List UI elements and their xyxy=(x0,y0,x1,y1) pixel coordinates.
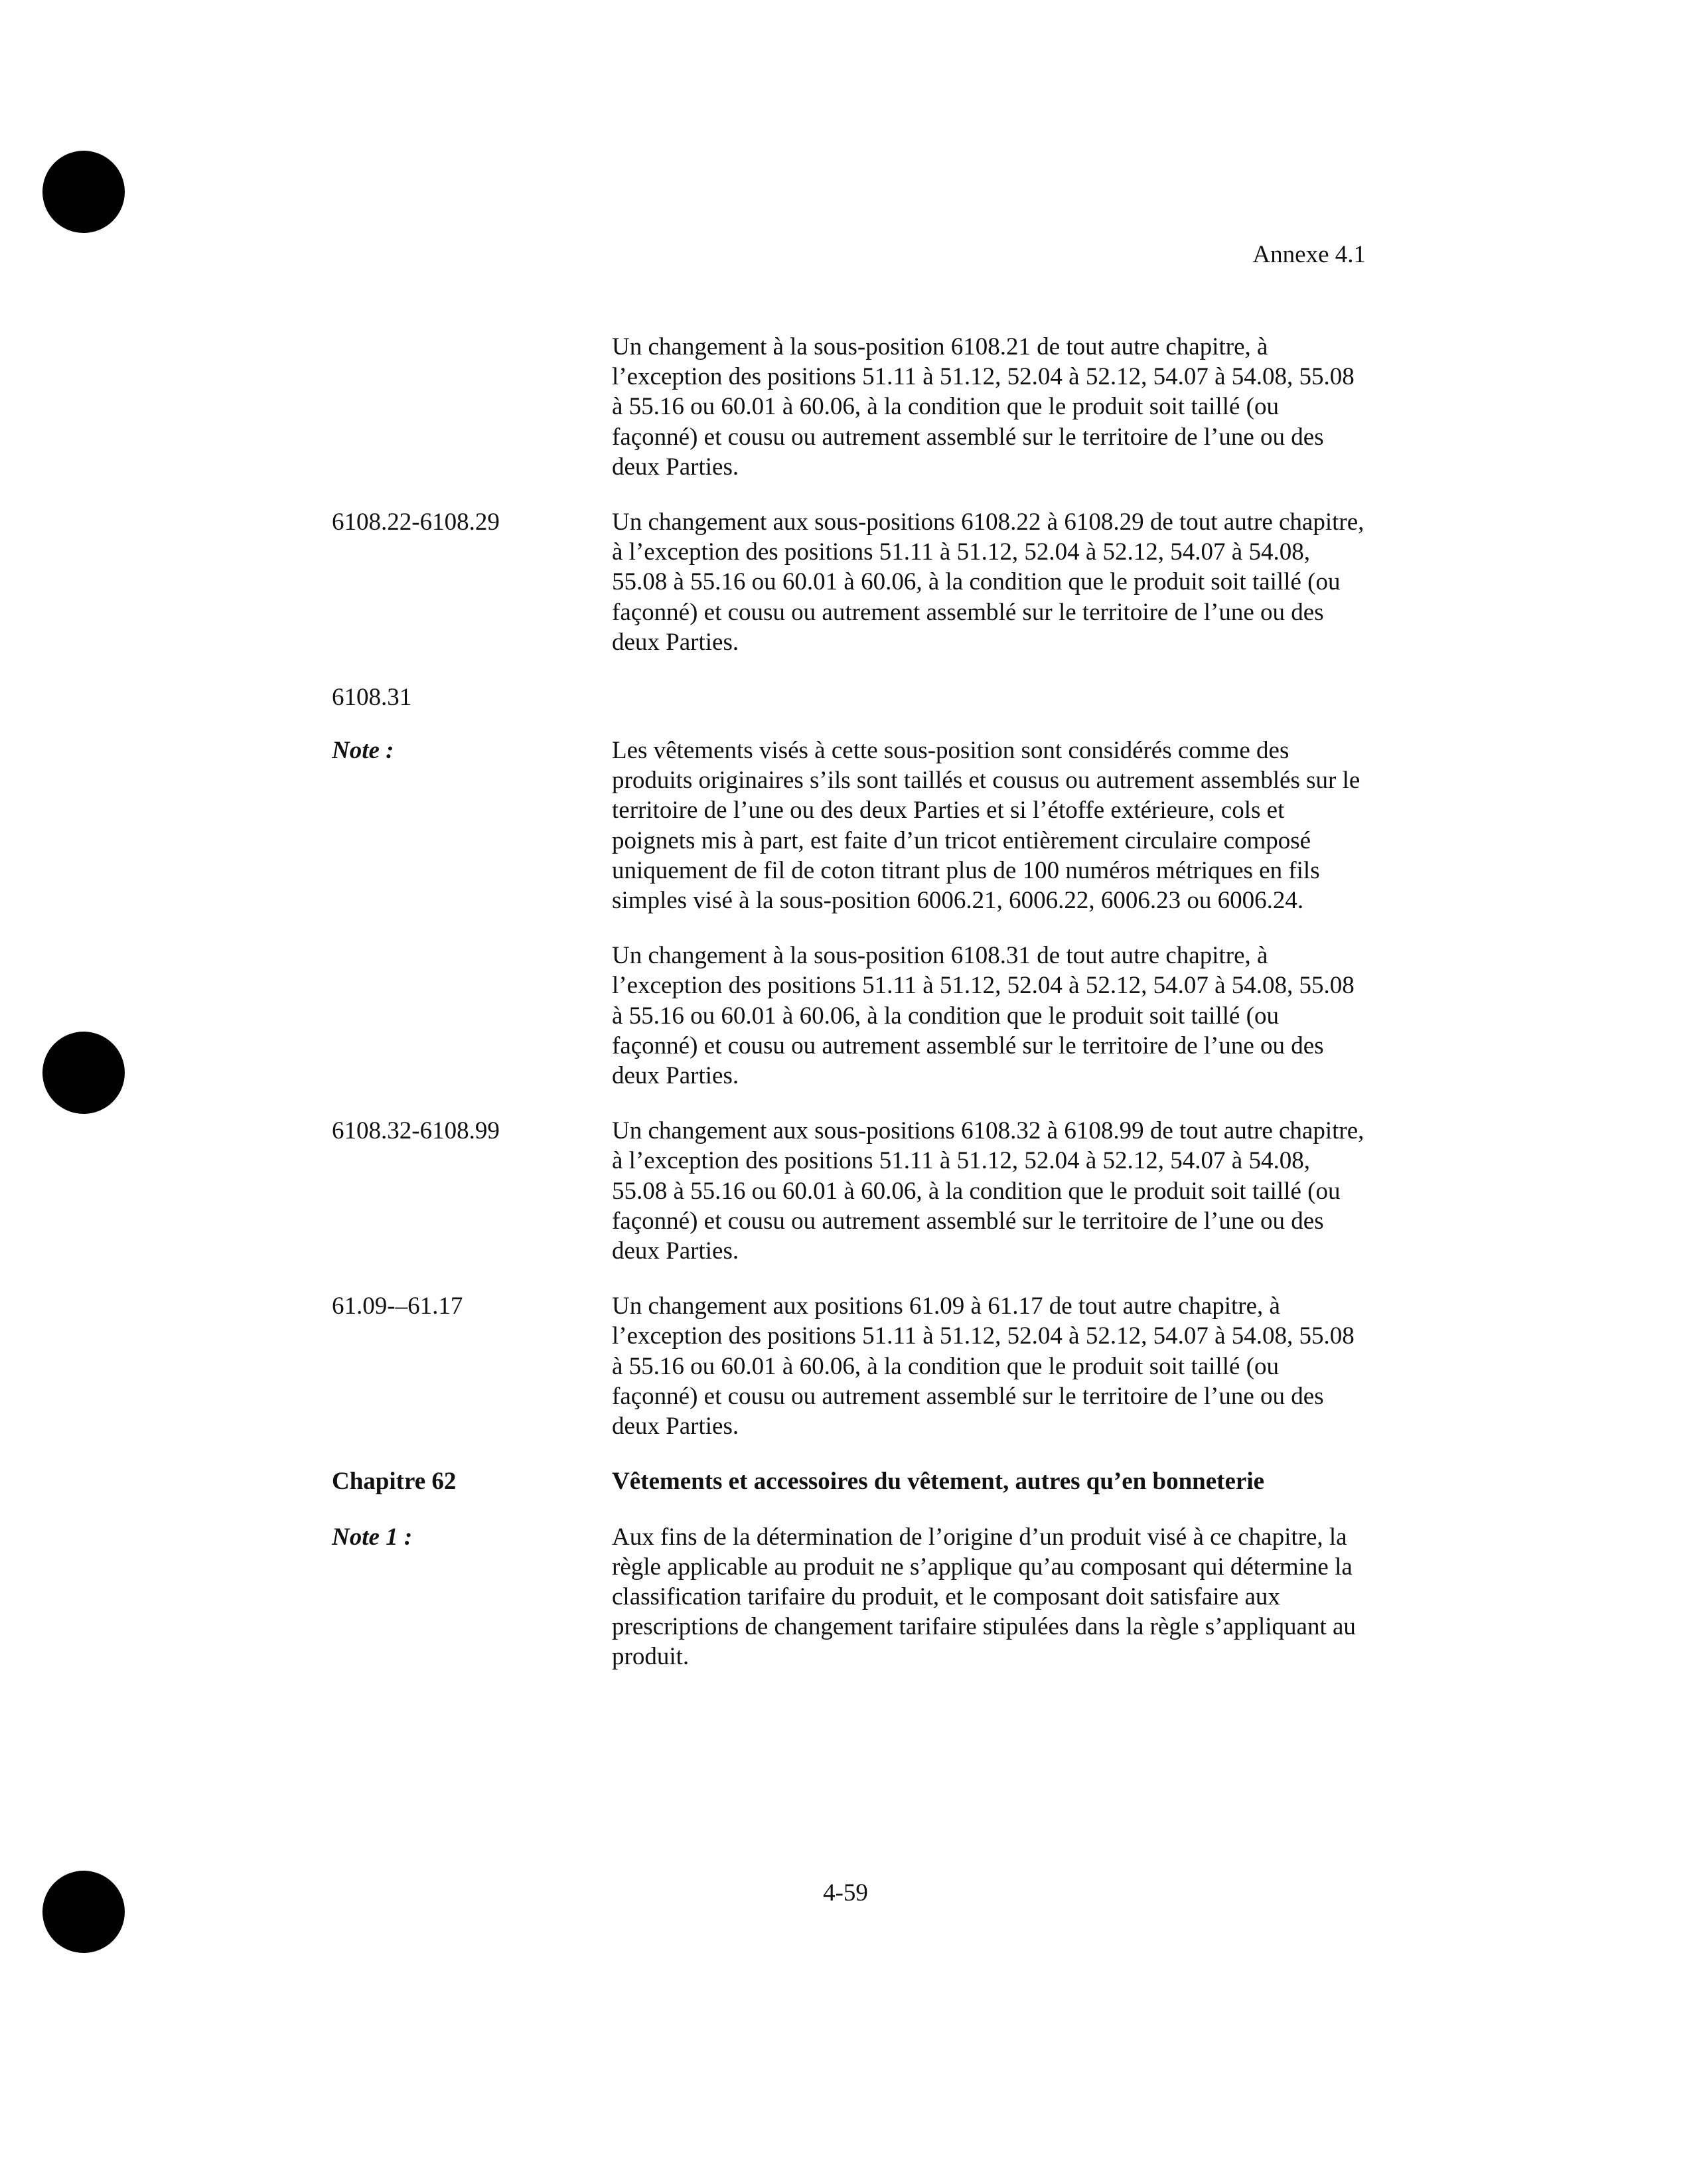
note-entry xyxy=(332,736,1367,915)
tariff-code: 61.09-–61.17 xyxy=(332,1292,463,1320)
page-number: 4-59 xyxy=(823,1879,868,1907)
rule-entry-6108-22-29 xyxy=(332,507,1367,657)
rules-of-origin-list xyxy=(332,332,1367,1697)
note-text: Les vêtements visés à cette sous-position sont considérés comme des produits originaires s’ils sont taillés et cousus ou autrement assemblés sur le territoire de l’une ou des deux Parties et si l’étoffe extérieure, cols et poignets mis à part, est faite d’un tricot entièrement circulaire composé uniquement de fil de coton titrant plus de 100 numéros métriques en fils simples visé à la sous-position 6006.21, 6006.22, 6006.23 ou 6006.24. xyxy=(612,737,1360,915)
rule-text: Un changement aux positions 61.09 à 61.17 de tout autre chapitre, à l’exception des positions 51.11 à 51.12, 52.04 à 52.12, 54.07 à 54.08, 55.08 à 55.16 ou 60.01 à 60.06, à la condition que le produit soit taillé (ou façonné) et cousu ou autrement assemblé sur le territoire de l’une ou des deux Parties. xyxy=(612,1292,1355,1441)
chapter-title: Vêtements et accessoires du vêtement, autres qu’en bonneterie xyxy=(612,1468,1265,1496)
rule-text: Un changement à la sous-position 6108.21 de tout autre chapitre, à l’exception des positions 51.11 à 51.12, 52.04 à 52.12, 54.07 à 54.08, 55.08 à 55.16 ou 60.01 à 60.06, à la condition que le produit soit taillé (ou façonné) et cousu ou autrement assemblé sur le territoire de l’une ou des deux Parties. xyxy=(612,333,1355,481)
rule-entry-6108-32-99 xyxy=(332,1116,1367,1266)
rule-entry-6108-31-heading xyxy=(332,682,1367,712)
tariff-code: 6108.32-6108.99 xyxy=(332,1117,500,1145)
rule-entry-61-09-61-17 xyxy=(332,1291,1367,1441)
chapter-62-heading xyxy=(332,1466,1367,1496)
tariff-code: 6108.31 xyxy=(332,684,412,712)
note-1-entry xyxy=(332,1522,1367,1672)
note-label: Note : xyxy=(332,737,394,765)
rule-text: Un changement à la sous-position 6108.31 de tout autre chapitre, à l’exception des positions 51.11 à 51.12, 52.04 à 52.12, 54.07 à 54.08, 55.08 à 55.16 ou 60.01 à 60.06, à la condition que le produit soit taillé (ou façonné) et cousu ou autrement assemblé sur le territoire de l’une ou des deux Parties. xyxy=(612,942,1355,1090)
chapter-label: Chapitre 62 xyxy=(332,1468,457,1496)
rule-entry-6108-21 xyxy=(332,332,1367,482)
rule-text: Un changement aux sous-positions 6108.22 à 6108.29 de tout autre chapitre, à l’exception des positions 51.11 à 51.12, 52.04 à 52.12, 54.07 à 54.08, 55.08 à 55.16 ou 60.01 à 60.06, à la condition que le produit soit taillé (ou façonné) et cousu ou autrement assemblé sur le territoire de l’une ou des deux Parties. xyxy=(612,508,1364,656)
note-label: Note 1 : xyxy=(332,1523,413,1551)
punch-hole-middle xyxy=(42,1032,125,1114)
tariff-code: 6108.22-6108.29 xyxy=(332,508,500,536)
rule-text: Un changement aux sous-positions 6108.32 à 6108.99 de tout autre chapitre, à l’exception des positions 51.11 à 51.12, 52.04 à 52.12, 54.07 à 54.08, 55.08 à 55.16 ou 60.01 à 60.06, à la condition que le produit soit taillé (ou façonné) et cousu ou autrement assemblé sur le territoire de l’une ou des deux Parties. xyxy=(612,1117,1364,1265)
punch-hole-top xyxy=(42,151,125,233)
annex-header: Annexe 4.1 xyxy=(1252,241,1366,268)
rule-entry-6108-31 xyxy=(332,941,1367,1091)
note-text: Aux fins de la détermination de l’origine d’un produit visé à ce chapitre, la règle applicable au produit ne s’applique qu’au composant qui détermine la classification tarifaire du produit, et le composant doit satisfaire aux prescriptions de changement tarifaire stipulées dans la règle s’appliquant au produit. xyxy=(612,1523,1356,1671)
